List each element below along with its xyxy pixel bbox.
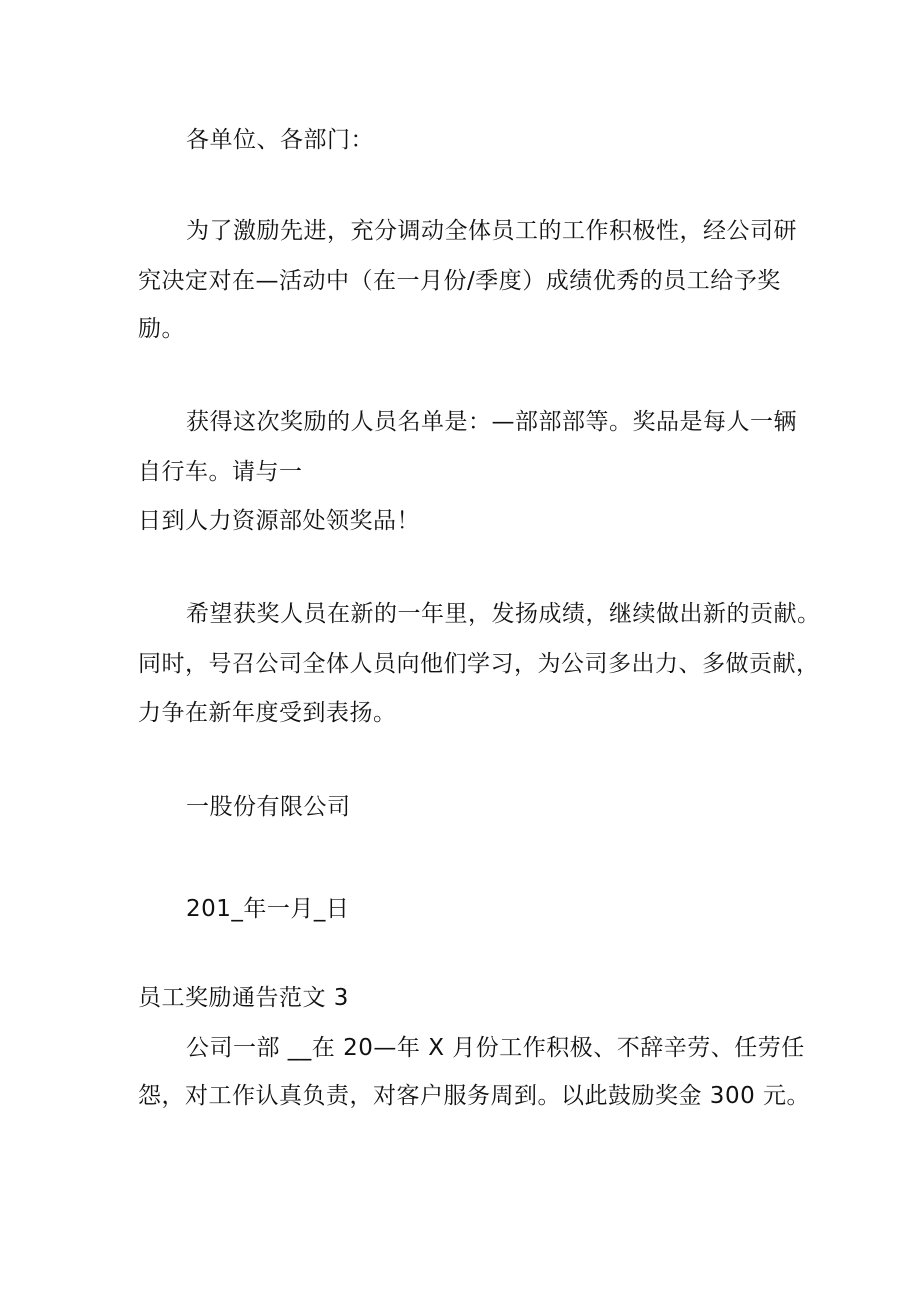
- para1-line3: 励。: [138, 316, 185, 342]
- para3-line2: 同时，号召公司全体人员向他们学习，为公司多出力、多做贡献，: [138, 651, 820, 677]
- para2-line1: 获得这次奖励的人员名单是：—部部部等。奖品是每人一辆: [186, 409, 797, 435]
- company-signature: 一股份有限公司: [186, 794, 351, 820]
- para3-line3: 力争在新年度受到表扬。: [138, 700, 397, 726]
- para2-line3: 日到人力资源部处领奖品！: [138, 508, 420, 534]
- salutation: 各单位、各部门：: [186, 127, 374, 153]
- signature-date: 201_年一月_日: [186, 896, 350, 922]
- para3-line1: 希望获奖人员在新的一年里，发扬成绩，继续做出新的贡献。: [186, 601, 821, 627]
- para1-line1: 为了激励先进，充分调动全体员工的工作积极性，经公司研: [186, 218, 797, 244]
- para2-line2: 自行车。请与一: [138, 459, 303, 485]
- para1-line2: 究决定对在—活动中（在一月份/季度）成绩优秀的员工给予奖: [138, 268, 781, 294]
- para4-line2: 怨，对工作认真负责，对客户服务周到。以此鼓励奖金 300 元。: [138, 1083, 811, 1109]
- section-title: 员工奖励通告范文 3: [138, 985, 349, 1011]
- para4-line1: 公司一部 __在 20—年 X 月份工作积极、不辞辛劳、任劳任: [186, 1035, 805, 1061]
